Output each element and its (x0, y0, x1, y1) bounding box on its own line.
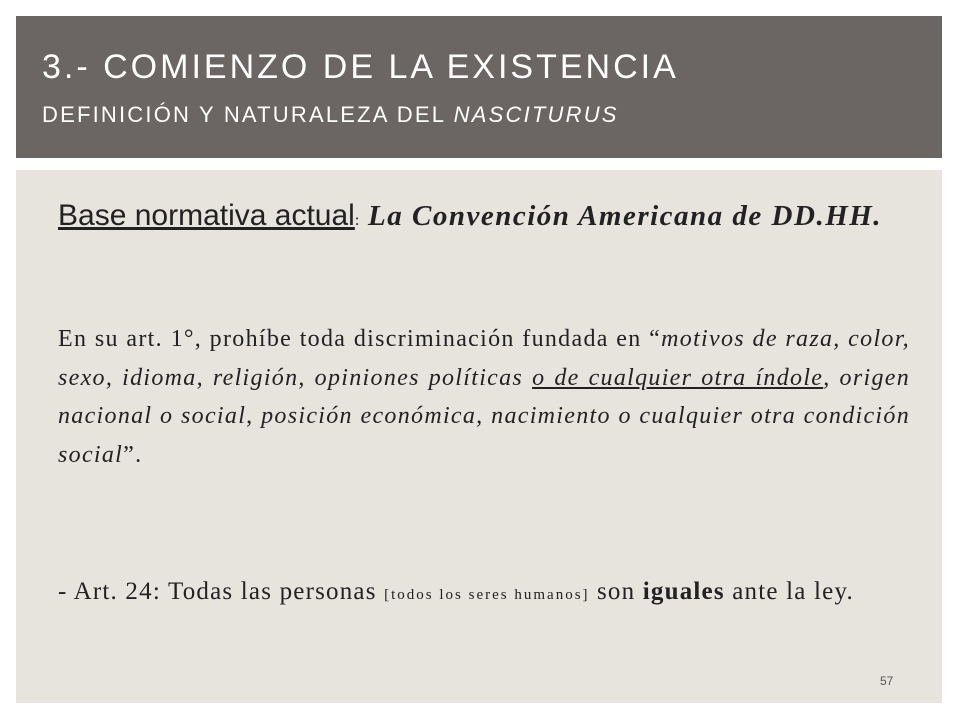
art1-intro: En su art. 1°, prohíbe toda discriminación fundada en “ (58, 326, 662, 352)
subtitle-italic: NASCITURUS (453, 102, 619, 127)
art24-mid: son (589, 578, 643, 605)
art24-bold: iguales (642, 578, 725, 605)
slide-subtitle (42, 102, 619, 128)
page-number: 57 (880, 674, 894, 688)
art24-bracket: [todos los seres humanos] (384, 587, 590, 603)
paragraph-base-normativa (58, 194, 910, 242)
art24-end: ante la ley. (724, 578, 854, 605)
slide-title: 3.- COMIENZO DE LA EXISTENCIA (42, 48, 679, 86)
paragraph-art-24 (58, 572, 910, 615)
convention-name: La Convención Americana de DD.HH. (359, 200, 883, 232)
paragraph-art-1 (58, 320, 910, 474)
underlined-heading: Base normativa actual (58, 199, 355, 232)
heading-colon: : (354, 212, 360, 229)
title-bar (16, 16, 942, 158)
art1-quote-b: , origen nacional o social, posición económica, nacimiento o cualquier otra condición social (58, 364, 910, 468)
subtitle-text: DEFINICIÓN Y NATURALEZA DEL (42, 102, 454, 127)
art1-quote-a: motivos de raza, color, sexo, idioma, religión, opiniones políticas (58, 326, 910, 391)
art1-close: ”. (123, 441, 143, 468)
art24-start: - Art. 24: Todas las personas (58, 578, 385, 605)
art1-quote-underlined: o de cualquier otra índole (532, 364, 824, 391)
